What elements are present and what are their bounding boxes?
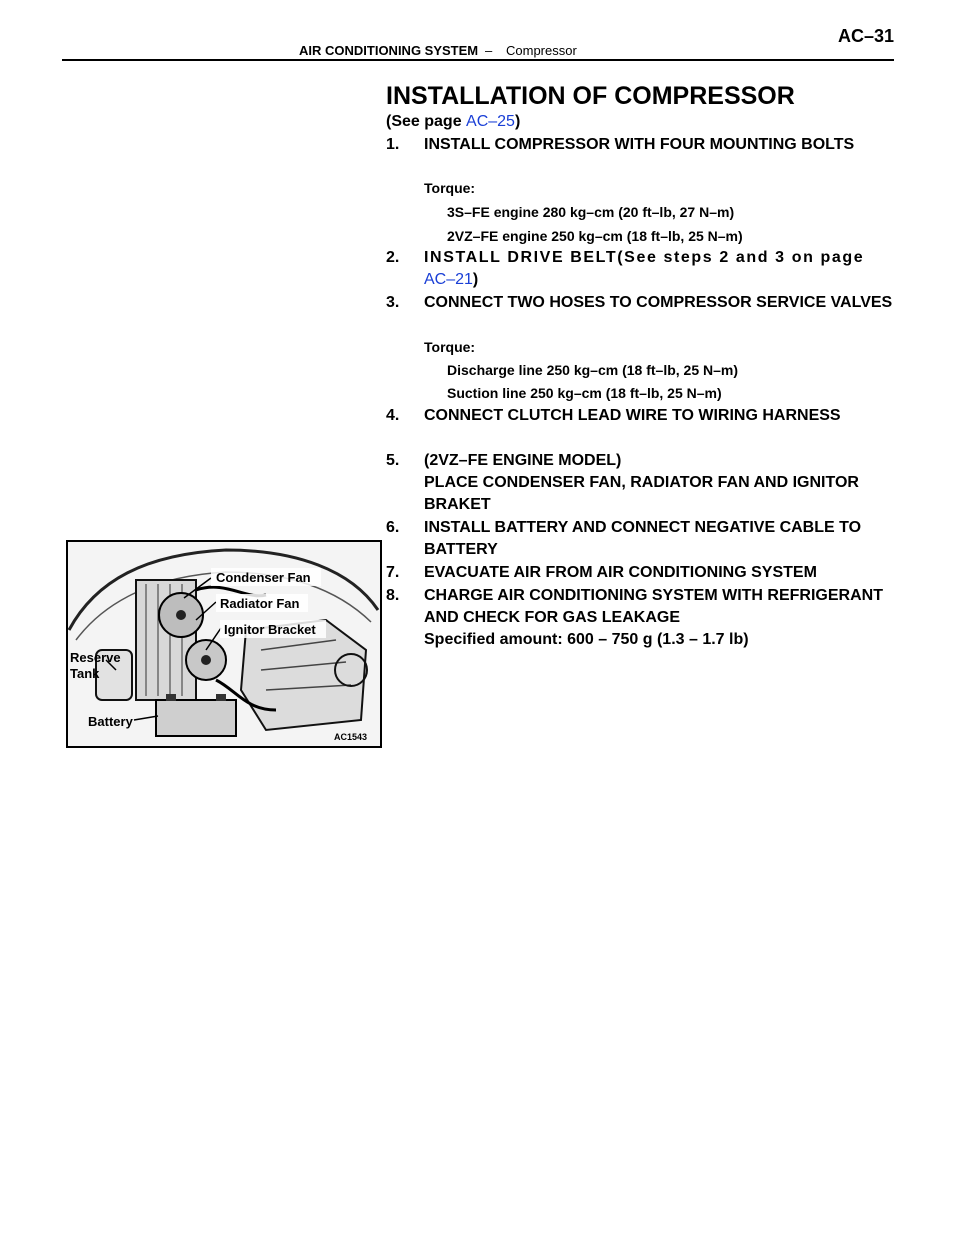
header-separator: – bbox=[485, 43, 493, 58]
step-number: 6. bbox=[386, 519, 400, 536]
step-suffix: ) bbox=[472, 271, 479, 288]
battery-terminal bbox=[166, 694, 176, 701]
step-text: CONNECT TWO HOSES TO COMPRESSOR SERVICE VALVES bbox=[424, 294, 893, 311]
engine-illustration bbox=[66, 540, 382, 748]
fan-hub bbox=[201, 655, 211, 665]
torque-spec: 2VZ–FE engine 250 kg–cm (18 ft–lb, 25 N–m) bbox=[447, 228, 743, 244]
engine-illustration-svg bbox=[66, 540, 382, 748]
torque-label: Torque: bbox=[424, 180, 476, 196]
step-number: 4. bbox=[386, 407, 400, 424]
torque-spec: Discharge line 250 kg–cm (18 ft–lb, 25 N–m) bbox=[447, 362, 739, 378]
step-text-wrap bbox=[424, 585, 894, 651]
step-number: 3. bbox=[386, 294, 400, 311]
header-rule bbox=[62, 59, 894, 61]
step-text: INSTALL COMPRESSOR WITH FOUR MOUNTING BOLTS bbox=[424, 136, 855, 153]
step-text-wrap bbox=[424, 247, 894, 291]
page-title: INSTALLATION OF COMPRESSOR bbox=[386, 82, 795, 110]
step-text: PLACE CONDENSER FAN, RADIATOR FAN AND IGNITOR BRAKET bbox=[424, 474, 859, 513]
step-number: 1. bbox=[386, 136, 400, 153]
fan-hub bbox=[176, 610, 186, 620]
label-tank: Tank bbox=[70, 666, 100, 681]
figure-code: AC1543 bbox=[334, 732, 368, 742]
reference-link[interactable]: AC–25 bbox=[466, 113, 515, 130]
step-text: CHARGE AIR CONDITIONING SYSTEM WITH REFRIGERANT AND CHECK FOR GAS LEAKAGE bbox=[424, 587, 883, 626]
page-reference bbox=[386, 113, 520, 131]
step-number: 8. bbox=[386, 587, 400, 604]
step-number: 5. bbox=[386, 452, 400, 469]
step-text: INSTALL DRIVE BELT(See steps 2 and 3 on page bbox=[424, 249, 865, 266]
reference-prefix: (See page bbox=[386, 113, 467, 130]
label-condenser-fan: Condenser Fan bbox=[216, 570, 311, 585]
section-title: AIR CONDITIONING SYSTEM bbox=[299, 43, 479, 58]
subsection-title: Compressor bbox=[506, 43, 577, 58]
label-battery: Battery bbox=[88, 714, 133, 729]
step-text-wrap bbox=[424, 450, 894, 516]
step-text: EVACUATE AIR FROM AIR CONDITIONING SYSTEM bbox=[424, 564, 817, 581]
spec-amount: Specified amount: 600 – 750 g (1.3 – 1.7 lb) bbox=[424, 631, 749, 648]
torque-spec: Suction line 250 kg–cm (18 ft–lb, 25 N–m) bbox=[447, 385, 722, 401]
label-radiator-fan: Radiator Fan bbox=[220, 596, 300, 611]
battery-shape bbox=[156, 700, 236, 736]
torque-spec: 3S–FE engine 280 kg–cm (20 ft–lb, 27 N–m) bbox=[447, 204, 735, 220]
step-link[interactable]: AC–21 bbox=[424, 271, 473, 288]
label-ignitor-bracket: Ignitor Bracket bbox=[224, 622, 316, 637]
page-number: AC–31 bbox=[838, 26, 895, 46]
step-text: (2VZ–FE ENGINE MODEL) bbox=[424, 452, 622, 469]
step-text: INSTALL BATTERY AND CONNECT NEGATIVE CABLE TO BATTERY bbox=[424, 519, 862, 558]
page-header bbox=[0, 0, 960, 60]
step-text: CONNECT CLUTCH LEAD WIRE TO WIRING HARNESS bbox=[424, 407, 841, 424]
step-number: 7. bbox=[386, 564, 400, 581]
step-number: 2. bbox=[386, 249, 400, 266]
battery-terminal bbox=[216, 694, 226, 701]
reference-suffix: ) bbox=[514, 113, 521, 130]
torque-label: Torque: bbox=[424, 339, 476, 355]
label-reserve: Reserve bbox=[70, 650, 121, 665]
